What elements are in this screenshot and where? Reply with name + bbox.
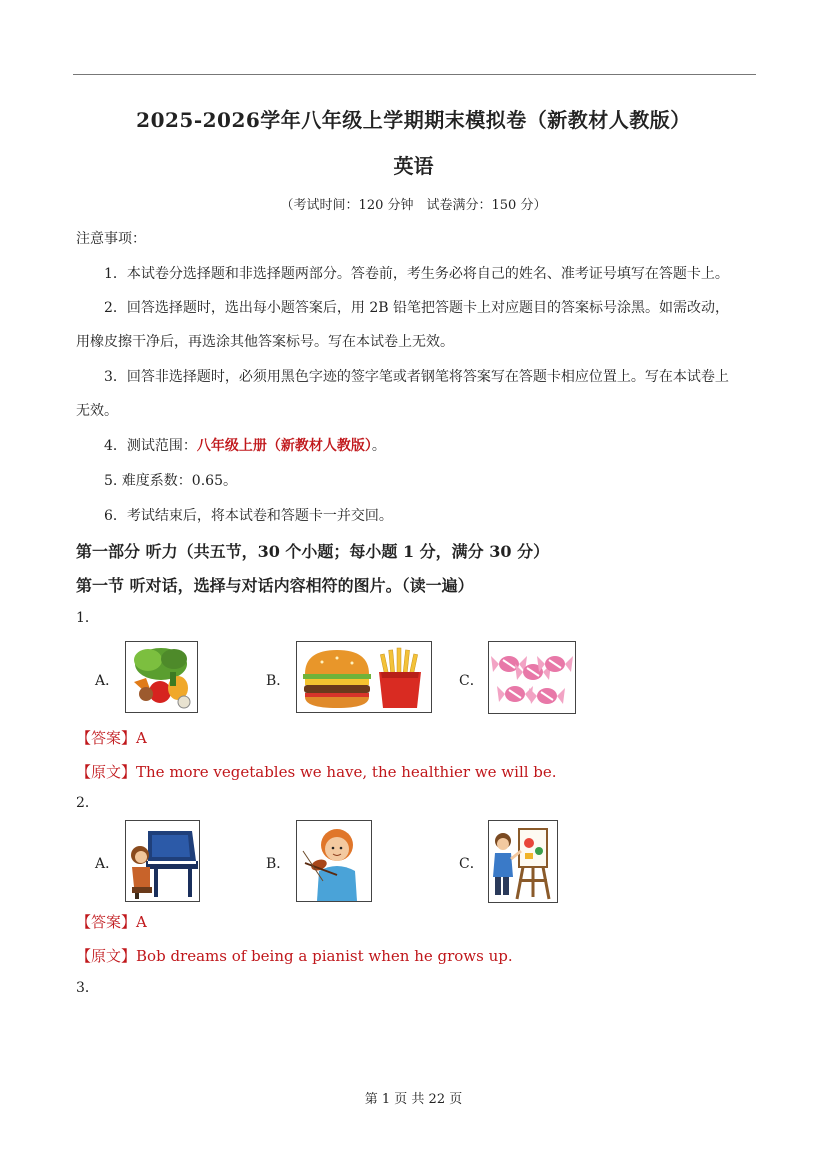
test-range: 八年级上册（新教材人教版） (196, 438, 372, 454)
option-label-b: B． (266, 856, 291, 872)
violinist-picture (296, 820, 372, 902)
note-item-3-line2: 无效。 (76, 403, 118, 419)
subject-title: 英语 (393, 154, 434, 178)
script-tag: 【原文】 (76, 947, 137, 965)
answer-line (76, 911, 147, 932)
answer-tag: 【答案】 (76, 729, 137, 747)
question-number: 3． (76, 980, 99, 996)
answer-value: A (136, 729, 147, 747)
note-item-2-line2: 用橡皮擦干净后，再选涂其他答案标号。写在本试卷上无效。 (76, 334, 454, 350)
answer-value: A (136, 913, 147, 931)
note-item-5: 5. 难度系数：0.65。 (104, 473, 237, 489)
script-line (76, 761, 557, 782)
note-item-4-suffix: 。 (371, 438, 386, 454)
exam-title: 2025-2026学年八年级上学期期末模拟卷（新教材人教版） (136, 108, 691, 132)
option-label-c: C． (459, 856, 484, 872)
vegetables-picture (125, 641, 198, 713)
page-footer: 第 1 页 共 22 页 (364, 1092, 463, 1107)
answer-tag: 【答案】 (76, 913, 137, 931)
note-item-1: 1．本试卷分选择题和非选择题两部分。答卷前，考生务必将自己的姓名、准考证号填写在答题卡上。 (104, 266, 729, 282)
note-item-4-prefix: 4．测试范围： (104, 438, 197, 454)
exam-info: （考试时间：120 分钟 试卷满分：150 分） (280, 198, 547, 213)
question-number: 2． (76, 795, 99, 811)
pianist-picture (125, 820, 200, 902)
notes-heading: 注意事项： (76, 231, 146, 247)
script-line (76, 945, 513, 966)
question-number: 1． (76, 610, 99, 626)
section1-title: 第一节 听对话，选择与对话内容相符的图片。（读一遍） (76, 576, 474, 595)
option-label-c: C． (459, 673, 484, 689)
option-label-a: A． (95, 673, 120, 689)
painter-picture (488, 820, 558, 903)
script-text: Bob dreams of being a pianist when he grows up. (136, 947, 513, 965)
note-item-6: 6．考试结束后，将本试卷和答题卡一并交回。 (104, 508, 393, 524)
option-label-b: B． (266, 673, 291, 689)
answer-line (76, 727, 147, 748)
note-item-4 (104, 437, 386, 455)
header-rule (73, 74, 756, 75)
burger-fries-picture (296, 641, 432, 713)
script-text: The more vegetables we have, the healthier we will be. (136, 763, 557, 781)
part1-title: 第一部分 听力（共五节，30 个小题；每小题 1 分，满分 30 分） (76, 542, 550, 561)
script-tag: 【原文】 (76, 763, 137, 781)
candy-picture (488, 641, 576, 714)
note-item-3-line1: 3．回答非选择题时，必须用黑色字迹的签字笔或者钢笔将答案写在答题卡相应位置上。写在本试卷上 (104, 369, 729, 385)
note-item-2-line1: 2．回答选择题时，选出每小题答案后，用 2B 铅笔把答题卡上对应题目的答案标号涂黑。如需改动， (104, 300, 730, 316)
option-label-a: A． (95, 856, 120, 872)
